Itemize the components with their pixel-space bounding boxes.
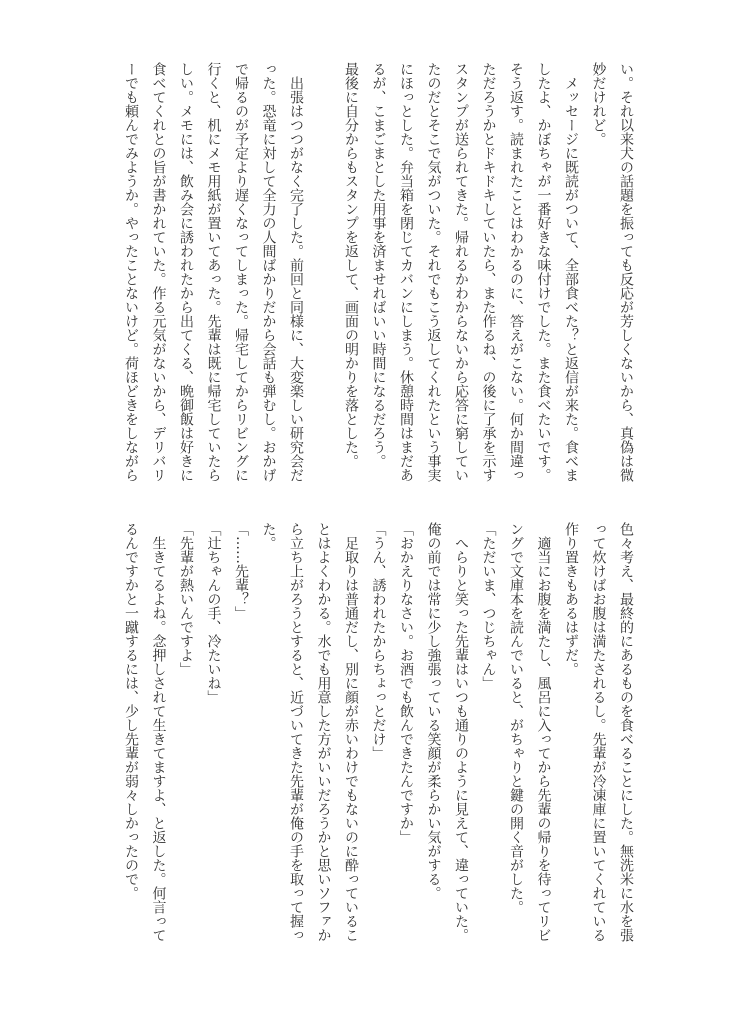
text-line: で帰るのが予定より遅くなってしまった。帰宅してからリビングに bbox=[233, 62, 249, 482]
top-text-block bbox=[117, 62, 640, 492]
text-line: へらりと笑った先輩はいつも通りのように見えて、違っていた。 bbox=[453, 522, 469, 942]
text-line: 作り置きもあるはずだ。 bbox=[563, 522, 579, 676]
text-line: ングで文庫本を読んでいると、がちゃりと鍵の開く音がした。 bbox=[508, 522, 524, 914]
text-line: メッセージに既読がついて、全部食べた？と返信が来た。食べま bbox=[563, 62, 579, 482]
text-line: 色々考え、最終的にあるものを食べることにした。無洗米に水を張 bbox=[618, 522, 634, 942]
text-line: 俺の前では常に少し強張っている笑顔が柔らかい気がする。 bbox=[425, 522, 442, 900]
text-line: って炊けばお腹は満たされるし。先輩が冷凍庫に置いてくれている bbox=[590, 522, 607, 942]
text-line: ら立ち上がろうとすると、近づいてきた先輩が俺の手を取って握っ bbox=[288, 522, 304, 942]
text-line: た。 bbox=[260, 522, 277, 550]
text-line: 足取りは普通だし、別に顔が赤いわけでもないのに酔っているこ bbox=[343, 522, 359, 942]
text-line: 妙だけれど。 bbox=[590, 62, 607, 146]
dialogue-line: 「おかえりなさい。お酒でも飲んできたんですか」 bbox=[398, 522, 414, 844]
blank-line bbox=[309, 62, 337, 492]
dialogue-line: 「ただいま、つじちゃん」 bbox=[480, 522, 497, 690]
text-line: 行くと、机にメモ用紙が置いてあった。先輩は既に帰宅していたら bbox=[205, 62, 222, 482]
text-line: にほっとした。弁当箱を閉じてカバンにしまう。休憩時間はまだあ bbox=[398, 62, 414, 482]
text-line: たのだとそこで気がついた。それでもこう返してくれたという事実 bbox=[425, 62, 442, 482]
text-line: スタンプが送られてきた。帰れるかわからないから応答に窮してい bbox=[453, 62, 469, 482]
text-line: 出張はつつがなく完了した。前回と同様に、大変楽しい研究会だ bbox=[288, 62, 304, 482]
text-line: い。それ以来犬の話題を振っても反応が芳しくないから、真偽は微 bbox=[618, 62, 634, 482]
text-line: った。恐竜に対して全力の人間ばかりだから会話も弾むし。おかげ bbox=[260, 62, 277, 482]
text-line: とはよくわかる。水でも用意した方がいいだろうかと思いソファか bbox=[315, 522, 332, 942]
text-line: 食べてくれとの旨が書かれていた。作る元気がないから、デリバリ bbox=[150, 62, 167, 482]
text-line: 最後に自分からもスタンプを返して、画面の明かりを落とした。 bbox=[343, 62, 359, 468]
text-line: しい。メモには、飲み会に誘われたから出てくる、晩御飯は好きに bbox=[178, 62, 194, 482]
text-line: そう返す。読まれたことはわかるのに、答えがこない。何か間違っ bbox=[508, 62, 524, 482]
text-line: 適当にお腹を満たし、風呂に入ってから先輩の帰りを待ってリビ bbox=[535, 522, 552, 942]
text-line: るんですかと一蹴するには、少し先輩が弱々しかったので。 bbox=[123, 522, 139, 900]
dialogue-line: 「……先輩？」 bbox=[233, 522, 249, 620]
text-line: るが、こまごまとした用事を済ませればいい時間になるだろう。 bbox=[370, 62, 387, 468]
bottom-text-block bbox=[117, 522, 640, 952]
text-line: ただろうかとドキドキしていたら、また作るね、の後に了承を示す bbox=[480, 62, 497, 482]
text-line: 生きてるよね。念押しされて生きてますよ、と返した。何言って bbox=[150, 522, 167, 942]
dialogue-line: 「先輩が熱いんですよ」 bbox=[178, 522, 194, 676]
text-line: したよ、かぼちゃが一番好きな味付けでした。また食べたいです。 bbox=[535, 62, 552, 482]
dialogue-line: 「辻ちゃんの手、冷たいね」 bbox=[205, 522, 222, 704]
text-line: ーでも頼んでみようか。やったことないけど。荷ほどきをしながら bbox=[123, 62, 139, 482]
dialogue-line: 「うん、誘われたからちょっとだけ」 bbox=[370, 522, 387, 760]
